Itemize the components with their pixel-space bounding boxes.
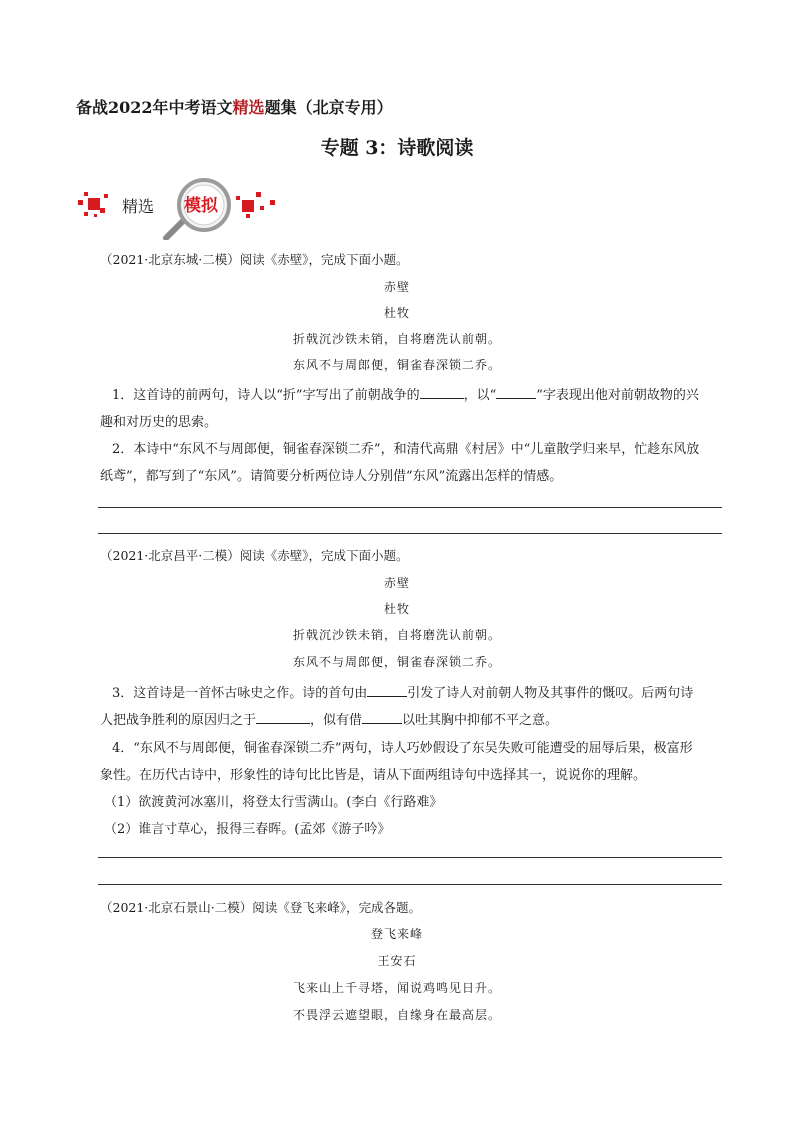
- section3-poem-line2: 不畏浮云遮望眼，自缘身在最高层。: [292, 1008, 501, 1022]
- q1-text-c: ”字表现出他对前朝故物的兴: [536, 388, 699, 403]
- topic-title: 专题 3：诗歌阅读: [320, 137, 474, 159]
- section1-poem-author: 杜牧: [383, 306, 410, 320]
- section2-poem-author: 杜牧: [383, 602, 410, 616]
- badge-left-text: 精选: [122, 197, 155, 216]
- q3-text-c: 人把战争胜利的原因归之于: [100, 713, 257, 728]
- question-4-line2: 象性。在历代古诗中，形象性的诗句比比皆是，请从下面两组诗句中选择其一，说说你的理解。: [100, 768, 647, 783]
- section1-poem-line2: 东风不与周郎便，铜雀春深锁二乔。: [292, 358, 501, 372]
- section3-poem-title: 登飞来峰: [370, 927, 423, 941]
- right-pixel-decoration-icon: [236, 192, 275, 218]
- title-prefix: 备战2022年中考语文: [76, 98, 233, 117]
- q1-blank-2[interactable]: [496, 386, 536, 399]
- section2-poem-title: 赤壁: [383, 576, 410, 590]
- collection-title: [76, 95, 393, 118]
- q3-blank-2[interactable]: [256, 711, 310, 724]
- option-2: （2）谁言寸草心，报得三春晖。(孟郊《游子吟》: [104, 822, 391, 837]
- left-pixel-decoration-icon: [78, 192, 108, 217]
- answer-line[interactable]: [98, 857, 722, 858]
- section3-poem-author: 王安石: [377, 954, 417, 968]
- question-4-line1: 4．“东风不与周郎便，铜雀春深锁二乔”两句，诗人巧妙假设了东吴失败可能遭受的屈辱后果，极富形: [112, 741, 693, 756]
- title-suffix: 题集（北京专用）: [264, 98, 393, 117]
- q3-text-a: 3．这首诗是一首怀古咏史之作。诗的首句由: [112, 686, 368, 701]
- section3-intro: （2021·北京石景山·二模）阅读《登飞来峰》，完成各题。: [100, 900, 422, 915]
- section1-poem-title: 赤壁: [383, 280, 410, 294]
- section2-poem-line2: 东风不与周郎便，铜雀春深锁二乔。: [292, 655, 501, 669]
- answer-line[interactable]: [98, 507, 722, 508]
- question-2-line2: 纸鸢”，都写到了“东风”。请简要分析两位诗人分别借“东风”流露出怎样的情感。: [100, 469, 563, 484]
- title-highlight: 精选: [232, 98, 265, 117]
- q3-blank-1[interactable]: [367, 684, 407, 697]
- section2-intro: （2021·北京昌平·二模）阅读《赤壁》，完成下面小题。: [100, 548, 409, 563]
- badge-right-text: 模拟: [184, 196, 218, 216]
- q3-text-b: 引发了诗人对前朝人物及其事件的慨叹。后两句诗: [407, 686, 694, 701]
- q1-text-a: 1．这首诗的前两句，诗人以“折”字写出了前朝战争的: [112, 388, 420, 403]
- q1-blank-1[interactable]: [420, 386, 464, 399]
- question-1-line1: [112, 384, 699, 403]
- q3-text-d: ，似有借: [310, 713, 363, 728]
- section2-poem-line1: 折戟沉沙铁未销，自将磨洗认前朝。: [292, 628, 501, 642]
- section1-poem-line1: 折戟沉沙铁未销，自将磨洗认前朝。: [292, 332, 501, 346]
- section1-intro: （2021·北京东城·二模）阅读《赤壁》，完成下面小题。: [100, 252, 409, 267]
- q1-text-b: ，以“: [463, 388, 497, 403]
- question-2-line1: 2．本诗中“东风不与周郎便，铜雀春深锁二乔”，和清代高鼎《村居》中“儿童散学归来早，忙趁东风放: [112, 442, 700, 457]
- q3-text-e: 以吐其胸中抑郁不平之意。: [402, 713, 559, 728]
- section3-poem-line1: 飞来山上千寻塔，闻说鸡鸣见日升。: [292, 981, 501, 995]
- answer-line[interactable]: [98, 884, 722, 885]
- answer-line[interactable]: [98, 533, 722, 534]
- option-1: （1）欲渡黄河冰塞川，将登太行雪满山。(李白《行路难》: [104, 795, 443, 810]
- q3-blank-3[interactable]: [362, 711, 402, 724]
- question-3-line1: [112, 682, 693, 701]
- selected-mock-badge: [74, 178, 284, 240]
- question-1-line2: 趣和对历史的思索。: [100, 415, 218, 430]
- question-3-line2: [100, 709, 558, 728]
